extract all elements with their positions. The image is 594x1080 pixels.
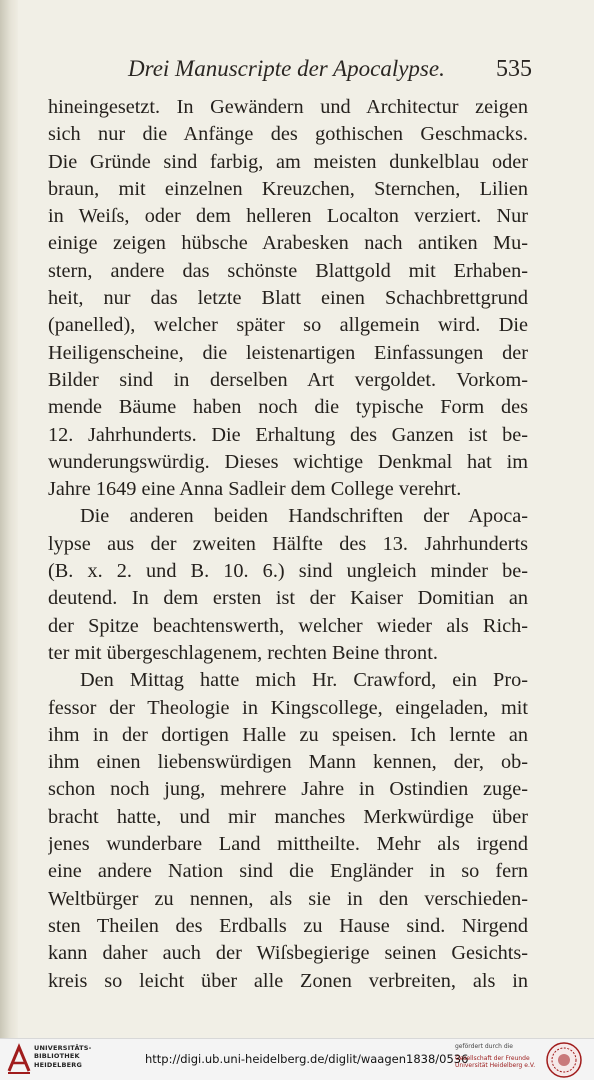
text-line: Die Gründe sind farbig, am meisten dunkelblau oder [48, 150, 528, 173]
page-number: 535 [496, 56, 532, 82]
text-line: sten Theilen des Erdballs zu Hause sind. Nirgend [48, 914, 528, 937]
book-spine-shadow [0, 0, 18, 1038]
text-line: heit, nur das letzte Blatt einen Schachbrettgrund [48, 287, 528, 310]
sponsor-name[interactable]: Gesellschaft der Freunde Universität Heidelberg e.V. [455, 1055, 536, 1070]
text-line: lypse aus der zweiten Hälfte des 13. Jahrhunderts [48, 532, 528, 555]
text-line: (panelled), welcher später so allgemein wird. Die [48, 314, 528, 337]
text-line: jenes wunderbare Land mittheilte. Mehr als irgend [48, 833, 528, 856]
university-library-logo-icon[interactable] [6, 1043, 32, 1075]
text-line: ter mit übergeschlagenem, rechten Beine thront. [48, 641, 438, 664]
text-line: deutend. In dem ersten ist der Kaiser Domitian an [48, 587, 528, 610]
text-line: hineingesetzt. In Gewändern und Architectur zeigen [48, 96, 528, 118]
text-line: mende Bäume haben noch die typische Form des [48, 396, 528, 419]
text-line: Weltbürger zu nennen, als sie in den verschieden- [48, 887, 528, 910]
viewer-footer [0, 1038, 594, 1080]
text-line: der Spitze beachtenswerth, welcher wieder als Rich- [48, 614, 528, 637]
text-line: (B. x. 2. und B. 10. 6.) sind ungleich minder be- [48, 560, 528, 583]
text-line: kann daher auch der Wiſsbegierige seinen Gesichts- [48, 942, 528, 965]
text-line: Bilder sind in derselben Art vergoldet. Vorkom- [48, 368, 528, 391]
library-name: UNIVERSITÄTS- BIBLIOTHEK HEIDELBERG [34, 1044, 92, 1069]
university-seal-icon [545, 1041, 583, 1079]
text-line: stern, andere das schönste Blattgold mit Erhaben- [48, 259, 528, 282]
text-line: 12. Jahrhunderts. Die Erhaltung des Ganzen ist be- [48, 423, 528, 446]
text-line: ihm in der dortigen Halle zu speisen. Ich lernte an [48, 723, 528, 746]
text-line: Den Mittag hatte mich Hr. Crawford, ein Pro- [80, 669, 528, 692]
text-line: eine andere Nation sind die Engländer in so fern [48, 860, 528, 883]
text-line: einige zeigen hübsche Arabesken nach antiken Mu- [48, 232, 528, 255]
text-line: ihm einen liebenswürdigen Mann kennen, der, ob- [48, 751, 528, 774]
text-line: Jahre 1649 eine Anna Sadleir dem College verehrt. [48, 478, 462, 501]
text-line: fessor der Theologie in Kingscollege, eingeladen, mit [48, 696, 528, 719]
text-line: bracht hatte, und mir manches Merkwürdige über [48, 805, 528, 828]
text-line: Heiligenscheine, die leistenartigen Einfassungen der [48, 341, 528, 364]
text-line: sich nur die Anfänge des gothischen Geschmacks. [48, 123, 528, 146]
text-line: kreis so leicht über alle Zonen verbreiten, als in [48, 969, 528, 992]
running-head [18, 56, 594, 90]
text-line: braun, mit einzelnen Kreuzchen, Sternchen, Lilien [48, 177, 528, 200]
running-head-title: Drei Manuscripte der Apocalypse. [128, 56, 445, 81]
text-line: wunderungswürdig. Dieses wichtige Denkmal hat im [48, 450, 528, 473]
text-line: schon noch jung, mehrere Jahre in Ostindien zuge- [48, 778, 528, 801]
text-line: in Weiſs, oder dem helleren Localton verziert. Nur [48, 205, 528, 228]
permalink-url[interactable]: http://digi.ub.uni-heidelberg.de/diglit/waagen1838/0536 [145, 1052, 469, 1066]
book-page [18, 0, 594, 1038]
text-line: Die anderen beiden Handschriften der Apoca- [80, 505, 528, 528]
sponsor-label: gefördert durch die [455, 1043, 513, 1050]
body-text [48, 94, 528, 995]
